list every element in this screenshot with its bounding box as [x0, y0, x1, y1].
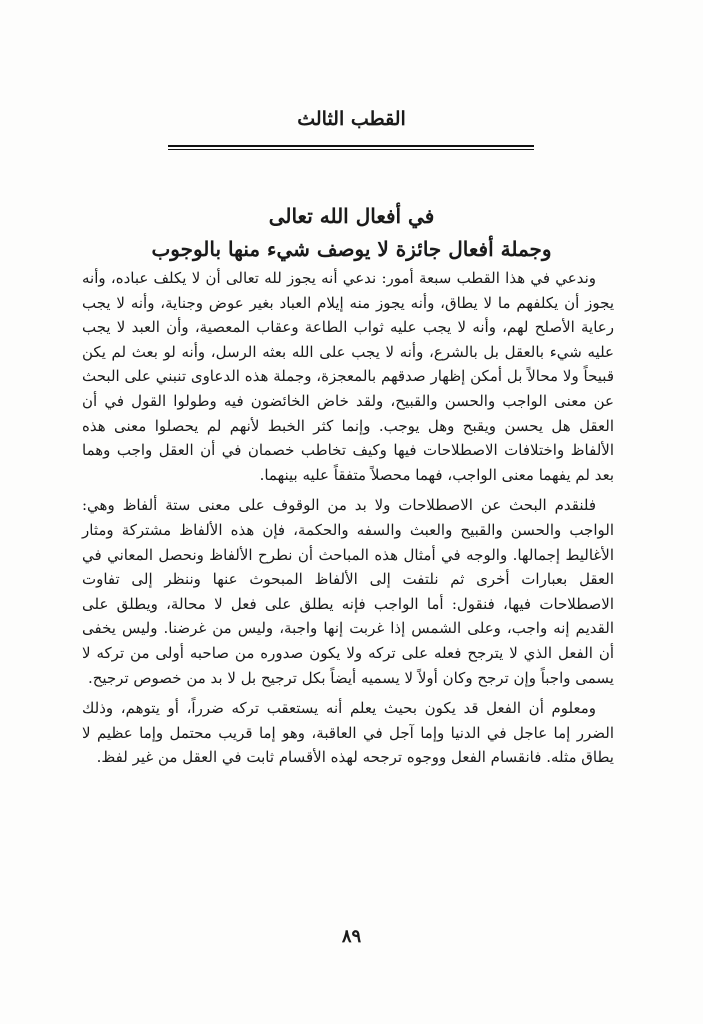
chapter-title-line1: في أفعال الله تعالى [268, 204, 435, 228]
page-number: ٨٩ [341, 926, 362, 947]
paragraph-1: وندعي في هذا القطب سبعة أمور: ندعي أنه يجوز لله تعالى أن لا يكلف عباده، وأنه يجوز أن يكلفهم ما لا يطاق، وأنه يجوز منه إيلام العباد بغير عوض وجناية، وأنه لا يجب رعاية الأصلح لهم، وأنه لا يجب عليه ثواب الطاعة وعقاب المعصية، وأن العبد لا يجب عليه شيء بالعقل بل بالشرع، وأنه لا يجب على الله بعثه الرسل، وأنه لو بعث لم يكن قبيحاً ولا محالاً بل أمكن إظهار صدقهم بالمعجزة، وجملة هذه الدعاوى تنبني على البحث عن معنى الواجب والحسن والقبيح، ولقد خاض الخائضون فيه وطولوا القول في أن العقل هل يحسن ويقبح وهل يوجب. وإنما كثر الخبط لأنهم لم يحصلوا معنى هذه الألفاظ واختلافات الاصطلاحات فيها وكيف تخاطب خصمان في أن العقل واجب وهما بعد لم يفهما معنى الواجب، فهما محصلاً متفقاً عليه بينهما. [82, 269, 614, 484]
section-header: القطب الثالث [297, 108, 406, 130]
header-divider [168, 145, 534, 147]
body-text [82, 266, 614, 776]
paragraph-3: ومعلوم أن الفعل قد يكون بحيث يعلم أنه يستعقب تركه ضرراً، أو يتوهم، وذلك الضرر إما عاجل في الدنيا وإما آجل في العاقبة، وهو إما قريب محتمل وإما عظيم لا يطاق مثله. فانقسام الفعل ووجوه ترجحه لهذه الأقسام ثابت في العقل من غير لفظ. [82, 699, 614, 767]
chapter-title-line2: وجملة أفعال جائزة لا يوصف شيء منها بالوجوب [151, 237, 552, 261]
paragraph-2: فلنقدم البحث عن الاصطلاحات ولا بد من الوقوف على معنى ستة ألفاظ وهي: الواجب والحسن والقبيح والعبث والسفه والحكمة، فإن هذه الألفاظ مشتركة ومثار الأغاليط إجمالها. والوجه في أمثال هذه المباحث أن نطرح الألفاظ ونحصل المعاني في العقل بعبارات أخرى ثم نلتفت إلى الألفاظ المبحوث عنها وننظر إلى تفاوت الاصطلاحات فيها، فنقول: أما الواجب فإنه يطلق على فعل لا محالة، ويطلق على القديم إنه واجب، وعلى الشمس إذا غربت إنها واجبة، وليس من غرضنا. وليس يخفى أن الفعل الذي لا يترجح فعله على تركه ولا يكون صدوره من صاحبه أولى من تركه لا يسمى واجباً وإن ترجح وكان أولاً لا يسميه أيضاً بكل ترجيح بل لا بد من خصوص ترجيح. [82, 496, 614, 687]
chapter-title-block [0, 200, 703, 266]
